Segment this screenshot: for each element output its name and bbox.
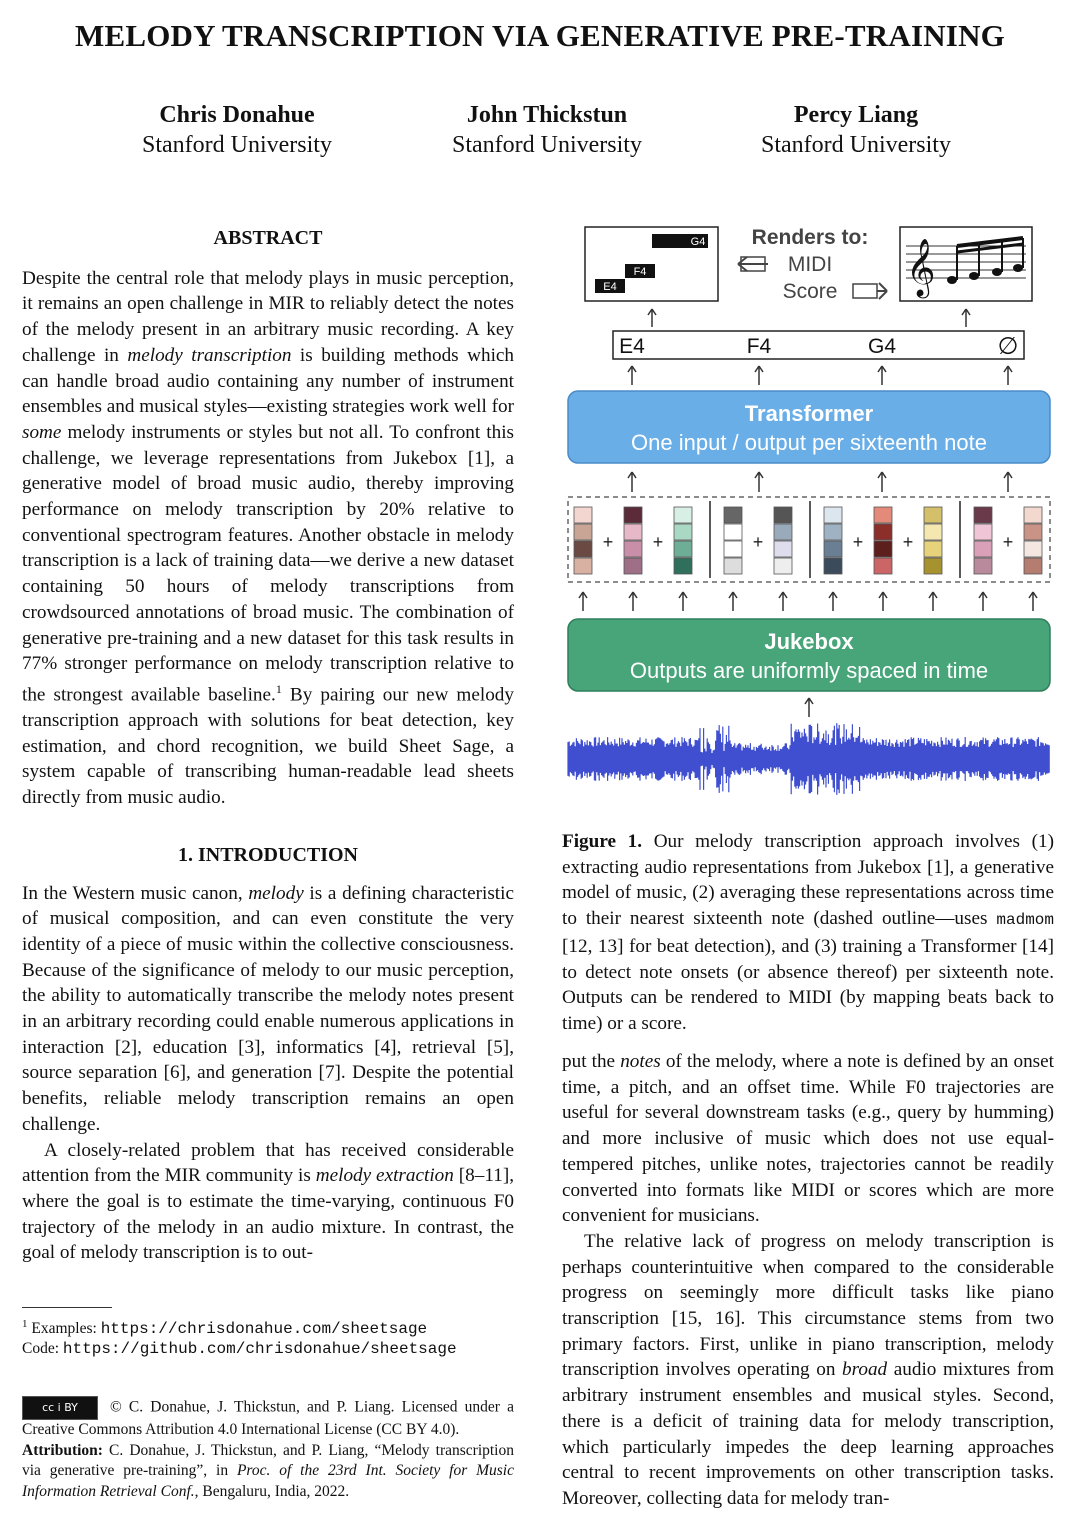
right-column	[562, 1049, 1054, 1512]
plus-icon: +	[1002, 532, 1014, 552]
plus-icon: +	[852, 532, 864, 552]
paper-title: MELODY TRANSCRIPTION VIA GENERATIVE PRE-TRAINING	[75, 18, 1005, 53]
roll-note-label: G4	[690, 236, 706, 248]
embedding-column	[924, 507, 942, 574]
footnote-marker: 1	[275, 681, 282, 696]
audio-waveform	[568, 723, 1049, 795]
arrow-right-icon	[853, 284, 877, 298]
plus-icon: +	[902, 532, 914, 552]
arrow-up-icon	[628, 366, 1012, 385]
author-affiliation: Stanford University	[761, 132, 951, 158]
author-block	[706, 100, 1006, 160]
figure-caption: Figure 1. Our melody transcription approach involves (1) extracting audio representations from Jukebox [1], a generative model of music, (2) averaging these representations across time to their nearest sixteenth note (dashed outline—uses madmom [12, 13] for beat detection), and (3) training a Transformer [14] to detect note onsets (or absence thereof) per sixteenth note. Outputs can be rendered to MIDI (by mapping beats back to time) or a score.	[562, 831, 1054, 1034]
embedding-column	[874, 507, 892, 574]
body-paragraph: put the notes of the melody, where a note is defined by an onset time, a pitch, and an offset time. While F0 trajectories are useful for several downstream tasks (e.g., query by humming) and more inclusive of music which does not use equal-tempered pitches, unlike notes, trajectories cannot be readily converted into formats like MIDI or scores which are more convenient for musicians.	[562, 1051, 1054, 1227]
embedding-column	[724, 507, 742, 574]
intro-paragraph: In the Western music canon, melody is a defining characteristic of musical composition, and can even constitute the very identity of a piece of music within the collective consciousness. Because of the significance of melody to our music perception, the ability to automatically transcribe the melody notes present in an arbitrary recording could enable numerous applications in interaction [2], education [3], informatics [4], retrieval [5], source separation [6], and generation [7]. Despite the potential benefits, reliable melody transcription remains an open challenge.	[22, 882, 514, 1135]
intro-paragraph: A closely-related problem that has received considerable attention from the MIR community is melody extraction [8–11], where the goal is to estimate the time-varying, continuous F0 trajectory of the melody in an audio mixture. In contrast, the goal of melody transcription is to out-	[22, 1139, 515, 1264]
plus-icon: +	[752, 532, 764, 552]
jukebox-subtitle: Outputs are uniformly spaced in time	[629, 658, 989, 683]
author-name: John Thickstun	[466, 102, 628, 128]
roll-note-label: E4	[603, 281, 617, 293]
token-label: ∅	[997, 333, 1019, 360]
embedding-column	[824, 507, 842, 574]
author-affiliation: Stanford University	[142, 132, 332, 158]
jukebox-title: Jukebox	[764, 629, 854, 654]
treble-clef-icon: 𝄞	[906, 238, 936, 296]
renders-to-label: Renders to:	[751, 226, 869, 249]
body-paragraph: The relative lack of progress on melody transcription is perhaps counterintuitive when compared to the considerable progress on seemingly more difficult tasks like piano transcription [15, 16]. This circumstance stems from two primary factors. First, unlike in piano transcription, melody transcription involves operating on broad audio mixtures from arbitrary instrument ensembles and musical styles. Second, there is a deficit of training data for melody transcription, which particularly impedes the deep learning approaches central to recent improvements on other transcription tasks. Moreover, collecting data for melody tran-	[562, 1230, 1054, 1509]
arrow-right-icon	[877, 283, 887, 299]
footnote: $^1$ Examples: https://chrisdonahue.com/sheetsage Code: https://github.com/chrisdonahue/sheetsage	[22, 1318, 457, 1359]
author-name: Percy Liang	[793, 102, 919, 128]
license-block: cc i BY © C. Donahue, J. Thickstun, and P. Liang. Licensed under a Creative Commons Attribution 4.0 International License (CC BY 4.0). Attribution: C. Donahue, J. Thickstun, and P. Liang, “Melody transcription via generative pre-training”, in Proc. of the 23rd Int. Society for Music Information Retrieval Conf., Bengaluru, India, 2022.	[22, 1396, 514, 1502]
left-column	[22, 226, 514, 1266]
examples-link[interactable]: https://chrisdonahue.com/sheetsage	[100, 1320, 428, 1339]
embedding-column	[1024, 507, 1042, 574]
transformer-title: Transformer	[744, 401, 874, 426]
intro-heading: 1. INTRODUCTION	[177, 843, 359, 866]
embedding-column	[974, 507, 992, 574]
author-name: Chris Donahue	[159, 102, 315, 128]
arrow-up-icon	[579, 592, 1037, 611]
author-block	[397, 100, 697, 160]
arrow-up-icon	[628, 472, 1012, 492]
plus-icon: +	[652, 532, 664, 552]
embedding-columns	[574, 507, 1042, 574]
roll-note-label: F4	[633, 266, 647, 278]
embedding-column	[674, 507, 692, 574]
midi-label: MIDI	[787, 253, 833, 276]
embedding-column	[574, 507, 592, 574]
abstract-text: Despite the central role that melody plays in music perception, it remains an open challenge in MIR to reliably detect the notes of the melody present in an arbitrary music recording. A key challenge in melody transcription is building methods which can handle broad audio containing any number of instrument ensembles and musical styles—existing strategies work well for some melody instruments or styles but not all. To confront this challenge, we leverage representations from Jukebox [1], a generative model of broad music audio, thereby improving performance on melody transcription by 20% relative to conventional spectrogram features. Another obstacle in melody transcription is a lack of training data—we derive a new dataset containing 50 hours of melody transcriptions from crowdsourced annotations of broad music. The combination of generative pre-training and a new dataset for this task results in 77% stronger performance on melody transcription relative to the strongest available baseline.$^1$ By pairing our new melody transcription approach with solutions for beat detection, key estimation, and chord recognition, we build Sheet Sage, a system capable of transcribing human-readable lead sheets directly from music audio.	[22, 267, 515, 809]
embedding-column	[624, 507, 642, 574]
embedding-column	[774, 507, 792, 574]
author-block	[87, 100, 387, 160]
plus-icon: +	[602, 532, 614, 552]
arrow-up-icon	[805, 698, 813, 717]
token-label: G4	[867, 335, 897, 358]
score-label: Score	[782, 280, 838, 303]
abstract-heading: ABSTRACT	[213, 227, 323, 249]
token-sequence-box	[613, 331, 1024, 359]
cc-by-badge-icon[interactable]: cc i BY	[22, 1396, 98, 1420]
token-label: F4	[746, 335, 772, 358]
arrow-up-icon	[648, 309, 970, 327]
arrow-left-icon	[738, 257, 768, 271]
transformer-subtitle: One input / output per sixteenth note	[631, 430, 987, 455]
code-link[interactable]: https://github.com/chrisdonahue/sheetsage	[62, 1340, 457, 1359]
figure-1-diagram	[560, 220, 1060, 820]
footnote-rule	[22, 1307, 112, 1308]
token-label: E4	[619, 335, 645, 358]
author-affiliation: Stanford University	[452, 132, 642, 158]
